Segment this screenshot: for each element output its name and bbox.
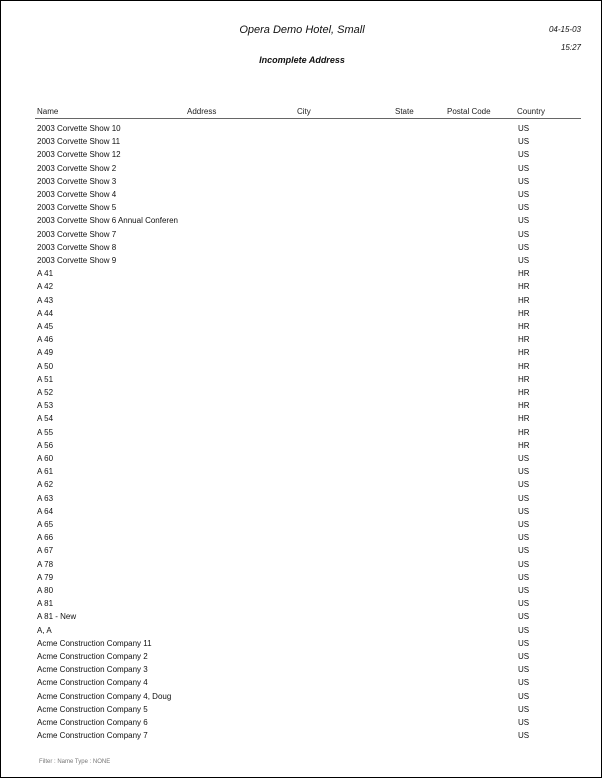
row-name: 2003 Corvette Show 12 [37,150,121,160]
row-name: A 49 [37,348,54,358]
row-name: A 54 [37,414,54,424]
row-country: HR [518,282,530,292]
table-row [1,414,602,427]
row-name: Acme Construction Company 7 [37,731,148,741]
column-header-address: Address [187,107,217,116]
table-row [1,190,602,203]
row-country: US [518,612,530,622]
table-row [1,375,602,388]
table-row [1,520,602,533]
column-header-state: State [395,107,414,116]
row-name: A 44 [37,308,54,318]
row-country: US [518,520,530,529]
table-row [1,203,602,216]
column-header-city: City [297,107,311,116]
table-row [1,665,602,678]
row-country: US [518,190,530,199]
table-row [1,533,602,546]
footer-filter: Filter : Name Type : NONE [39,759,111,765]
table-row [1,678,602,691]
row-country: HR [518,295,530,305]
report-date: 04-15-03 [548,25,581,34]
row-country: US [518,506,530,516]
table-row [1,652,602,665]
row-name: A 60 [37,454,54,463]
row-name: A 66 [37,533,54,543]
row-name: 2003 Corvette Show 8 [37,242,117,252]
row-country: US [518,229,530,239]
table-row [1,626,602,639]
row-country: HR [518,361,530,371]
table-row [1,586,602,599]
row-country: US [518,586,530,595]
row-name: 2003 Corvette Show 6 Annual Conferen [37,216,178,226]
table-row [1,705,602,718]
row-country: HR [518,348,530,358]
row-country: HR [518,374,530,384]
table-row [1,164,602,177]
table-row [1,467,602,480]
row-name: A 65 [37,520,54,529]
column-header-name: Name [37,107,59,116]
row-country: HR [518,388,530,397]
row-country: HR [518,440,530,450]
table-row [1,309,602,322]
row-name: A 81 [37,599,54,609]
report-time: 15:27 [560,43,581,52]
table-row [1,441,602,454]
row-country: HR [518,335,530,345]
row-name: A 62 [37,480,54,490]
hotel-name: Opera Demo Hotel, Small [239,24,365,36]
row-name: A 52 [37,388,54,397]
row-country: US [518,480,530,490]
row-name: A 51 [37,374,54,384]
row-country: US [518,691,530,701]
row-name: A 63 [37,493,54,503]
row-country: US [518,718,530,727]
row-name: A 64 [37,506,54,516]
row-name: 2003 Corvette Show 10 [37,124,121,133]
table-row [1,124,602,137]
table-row [1,269,602,282]
row-name: A 45 [37,322,54,331]
table-row [1,335,602,348]
table-row [1,731,602,744]
row-name: A 42 [37,282,54,292]
table-row [1,507,602,520]
row-country: HR [518,322,530,331]
table-row [1,282,602,295]
row-country: US [518,665,530,675]
table-row [1,243,602,256]
row-country: US [518,493,530,503]
table-row [1,150,602,163]
table-row [1,639,602,652]
row-name: 2003 Corvette Show 7 [37,229,117,239]
row-name: A 43 [37,295,54,305]
row-name: Acme Construction Company 6 [37,718,148,727]
table-row [1,362,602,375]
row-country: HR [518,269,530,279]
table-row [1,454,602,467]
row-name: 2003 Corvette Show 11 [37,137,121,147]
row-country: US [518,638,530,648]
row-name: Acme Construction Company 5 [37,704,148,714]
row-country: US [518,163,530,173]
table-row [1,177,602,190]
table-row [1,137,602,150]
row-country: US [518,467,530,477]
row-name: Acme Construction Company 2 [37,652,148,661]
table-row [1,296,602,309]
table-row [1,388,602,401]
table-row [1,216,602,229]
table-row [1,612,602,625]
report-title: Incomplete Address [259,55,345,65]
row-name: A 79 [37,572,54,582]
row-country: US [518,176,530,186]
row-country: US [518,454,530,463]
table-row [1,718,602,731]
column-header-postal-code: Postal Code [447,107,491,116]
table-row [1,692,602,705]
table-row [1,560,602,573]
row-country: US [518,678,530,688]
row-name: A 81 - New [37,612,77,622]
row-country: US [518,559,530,569]
header-divider [35,118,581,119]
row-country: HR [518,401,530,411]
row-country: US [518,124,530,133]
row-name: A, A [37,625,52,635]
table-row [1,256,602,269]
row-country: HR [518,308,530,318]
row-country: US [518,137,530,147]
column-header-country: Country [517,107,546,116]
row-name: 2003 Corvette Show 3 [37,176,117,186]
row-country: US [518,625,530,635]
row-country: US [518,704,530,714]
row-name: A 56 [37,440,54,450]
table-row [1,401,602,414]
row-name: A 50 [37,361,54,371]
row-country: US [518,242,530,252]
row-name: A 41 [37,269,54,279]
row-name: A 78 [37,559,54,569]
row-name: A 61 [37,467,54,477]
table-row [1,480,602,493]
row-name: 2003 Corvette Show 2 [37,163,117,173]
table-row [1,573,602,586]
row-country: US [518,216,530,226]
row-country: HR [518,427,530,437]
row-name: A 55 [37,427,54,437]
row-name: A 46 [37,335,54,345]
row-name: Acme Construction Company 4 [37,678,148,688]
row-name: 2003 Corvette Show 4 [37,190,117,199]
table-row [1,599,602,612]
table-row [1,428,602,441]
row-name: Acme Construction Company 11 [37,638,152,648]
row-name: A 53 [37,401,54,411]
row-name: 2003 Corvette Show 5 [37,203,117,213]
row-country: US [518,652,530,661]
row-country: US [518,203,530,213]
table-row [1,322,602,335]
row-country: US [518,599,530,609]
row-country: US [518,150,530,160]
row-name: 2003 Corvette Show 9 [37,256,117,265]
row-country: HR [518,414,530,424]
row-country: US [518,572,530,582]
row-country: US [518,256,530,265]
row-country: US [518,731,530,741]
table-row [1,230,602,243]
table-row [1,348,602,361]
row-country: US [518,533,530,543]
row-name: A 67 [37,546,54,556]
row-name: Acme Construction Company 4, Doug [37,691,172,701]
row-name: Acme Construction Company 3 [37,665,148,675]
row-name: A 80 [37,586,54,595]
table-row [1,494,602,507]
row-country: US [518,546,530,556]
table-row [1,546,602,559]
